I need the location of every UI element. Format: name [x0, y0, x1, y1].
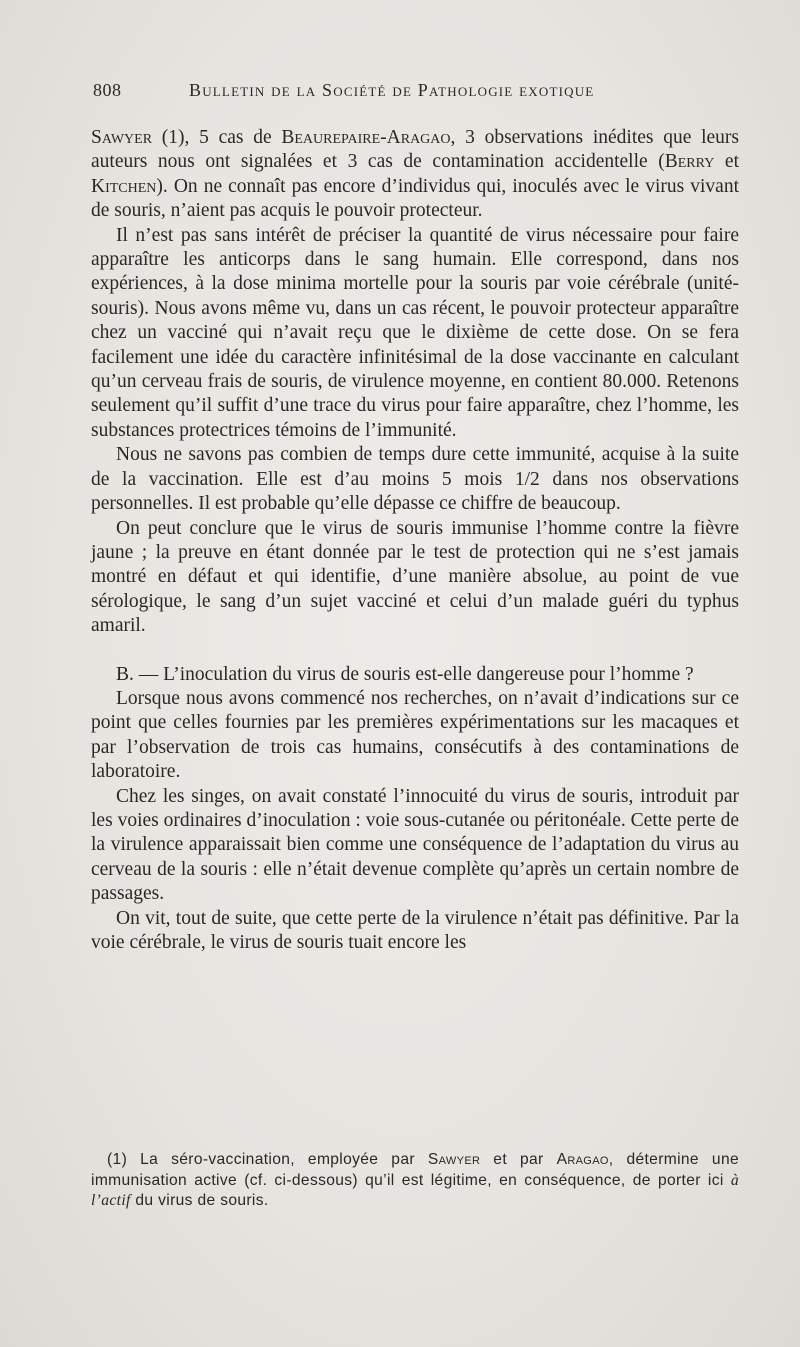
- author-name: Berry: [664, 151, 715, 173]
- paragraph-text: et: [714, 151, 739, 173]
- footnote-marker: (1): [107, 1151, 128, 1168]
- paragraph: Lorsque nous avons commencé nos recherches, on n’avait d’indications sur ce point que celles fournies par les premières expérimentations sur les macaques et par l’observation de trois cas humains, consécutifs à des contaminations de laboratoire.: [91, 687, 739, 783]
- section-heading-b: B. — L’inoculation du virus de souris est-elle dangereuse pour l’homme ?: [116, 663, 694, 685]
- page-header: [93, 80, 738, 108]
- body-text: [91, 126, 739, 955]
- footnote-segment: , détermine une immunisation active (cf. ci-dessous) qu’il est légitime, en conséquence, de porter ici: [91, 1151, 739, 1189]
- author-name: Sawyer: [427, 1151, 481, 1168]
- paragraph: On peut conclure que le virus de souris immunise l’homme contre la fièvre jaune ; la preuve en étant donnée par le test de protection qui ne s’est jamais montré en défaut et qui identifie, d’une manière absolue, au point de vue sérologique, le sang d’un sujet vacciné et celui d’un malade guéri du typhus amaril.: [91, 517, 739, 637]
- paragraph: Il n’est pas sans intérêt de préciser la quantité de virus nécessaire pour faire apparaître les anticorps dans le sang humain. Elle correspond, dans nos expériences, à la dose minima mortelle pour la souris par voie cérébrale (unité-souris). Nous avons même vu, dans un cas récent, le pouvoir protecteur apparaître chez un vacciné qui n’avait reçu que le dixième de cette dose. On se fera facilement une idée du caractère infinitésimal de la dose vaccinante en calculant qu’un cerveau frais de souris, de virulence moyenne, en contient 80.000. Retenons seulement qu’il suffit d’une trace du virus pour faire apparaître, chez l’homme, les substances protectrices témoins de l’immunité.: [91, 224, 739, 441]
- paragraph-continuation: [91, 126, 739, 224]
- paragraph: Nous ne savons pas combien de temps dure cette immunité, acquise à la suite de la vaccination. Elle est d’au moins 5 mois 1/2 dans nos observations personnelles. Il est probable qu’elle dépasse ce chiffre de beaucoup.: [91, 444, 739, 515]
- author-name: Beaurepaire-Aragao: [281, 127, 451, 148]
- author-name: Sawyer: [91, 127, 153, 148]
- page-number: 808: [93, 80, 122, 100]
- paragraph: Chez les singes, on avait constaté l’innocuité du virus de souris, introduit par les voies ordinaires d’inoculation : voie sous-cutanée ou péritonéale. Cette perte de la virulence apparaissait bien comme une conséquence de l’adaptation du virus au cerveau de la souris : elle n’était devenue complète qu’après un certain nombre de passages.: [91, 785, 739, 905]
- footnote-segment: et par: [480, 1151, 557, 1168]
- running-title: Bulletin de la Société de Pathologie exotique: [189, 80, 595, 100]
- paragraph: On vit, tout de suite, que cette perte de la virulence n’était pas définitive. Par la voie cérébrale, le virus de souris tuait encore les: [91, 907, 739, 953]
- author-name: Aragao: [556, 1151, 609, 1168]
- paragraph-text: , 5 cas de: [184, 127, 282, 148]
- footnote-segment: La séro-vaccination, employée par: [127, 1151, 428, 1168]
- italic-phrase: à l’actif: [91, 1171, 739, 1209]
- footnote-reference: (1): [161, 127, 185, 148]
- footnote: [91, 1150, 739, 1212]
- author-name: Kitchen: [91, 175, 157, 197]
- footnote-text: [91, 1150, 739, 1212]
- section-gap: [91, 639, 739, 663]
- paragraph-text: ). On ne connaît pas encore d’individus qui, inoculés avec le virus vivant de souris, n’aient pas acquis le pouvoir protecteur.: [91, 175, 739, 222]
- footnote-segment: du virus de souris.: [130, 1192, 269, 1209]
- paragraph-text: , 3 observations inédites que leurs auteurs nous ont signalées et 3 cas de contamination accidentelle (: [91, 127, 739, 173]
